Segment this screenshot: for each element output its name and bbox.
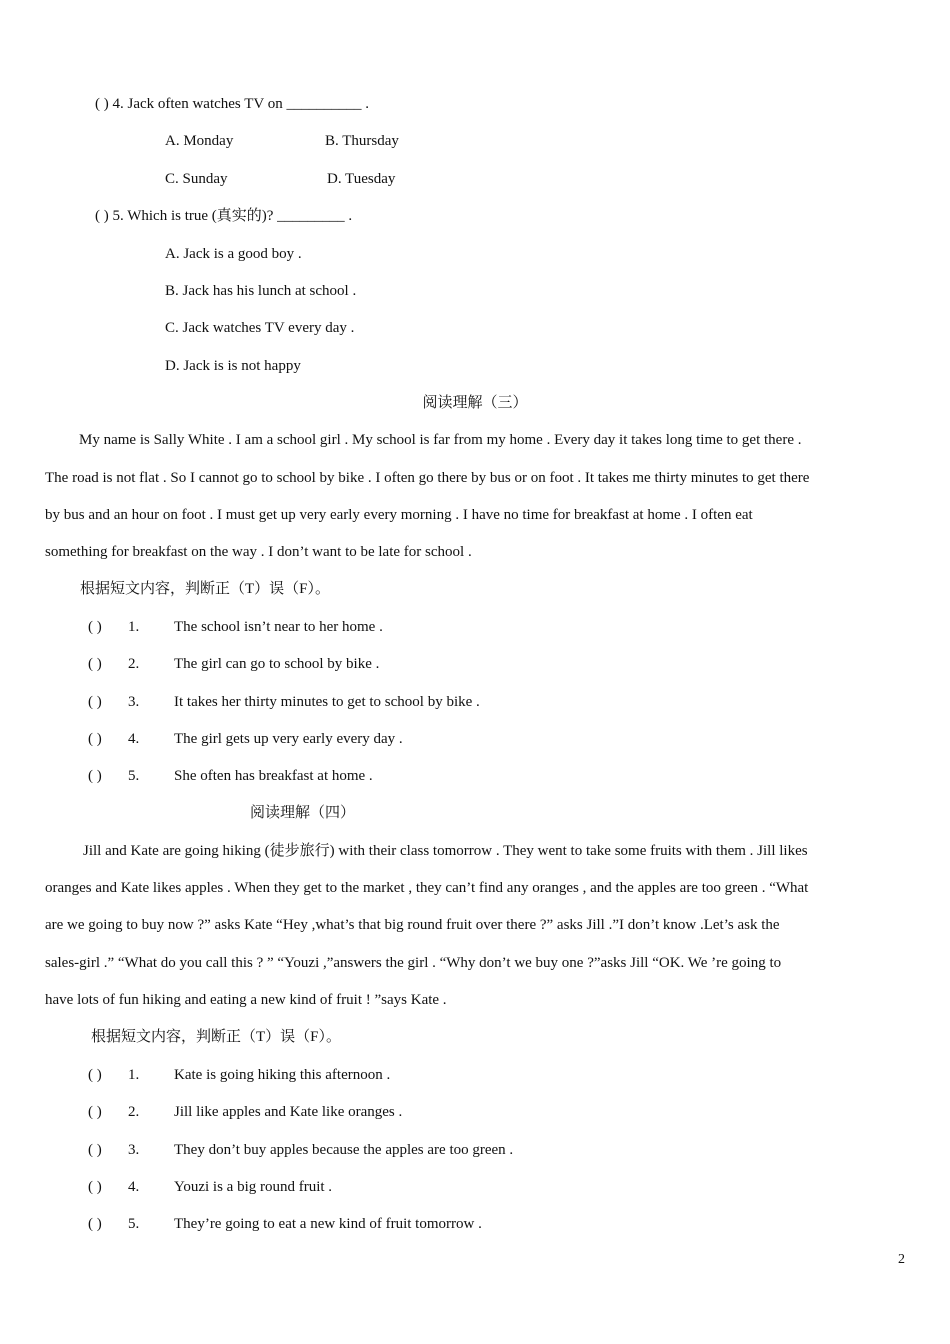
item-text: It takes her thirty minutes to get to school by bike . (174, 694, 480, 710)
question-4-option-a: A. Monday (165, 133, 234, 149)
item-text: The girl gets up very early every day . (174, 731, 403, 747)
answer-blank[interactable]: ( ) (88, 1067, 102, 1083)
question-5-option-a: A. Jack is a good boy . (165, 246, 302, 262)
question-4-option-b: B. Thursday (325, 133, 399, 149)
item-number: 5. (128, 768, 140, 784)
section-4-item (88, 1214, 482, 1234)
section-4-item (88, 1177, 332, 1197)
item-text: She often has breakfast at home . (174, 768, 373, 784)
answer-blank[interactable]: ( ) (88, 1104, 102, 1120)
question-4-option-d: D. Tuesday (327, 171, 396, 187)
item-number: 1. (128, 619, 140, 635)
item-number: 1. (128, 1067, 140, 1083)
section-4-item (88, 1140, 513, 1160)
item-text: Youzi is a big round fruit . (174, 1179, 333, 1195)
item-number: 3. (128, 694, 140, 710)
item-number: 2. (128, 656, 140, 672)
item-number: 2. (128, 1104, 140, 1120)
answer-blank[interactable]: ( ) (88, 694, 102, 710)
section-3-item (88, 654, 379, 674)
section-3-item (88, 692, 480, 712)
section-4-paragraph-line: oranges and Kate likes apples . When they get to the market , they can’t find any oranges , and the apples are too green . “What (45, 880, 809, 896)
answer-blank[interactable]: ( ) (88, 1179, 102, 1195)
section-4-item (88, 1065, 390, 1085)
question-5-option-d: D. Jack is is not happy (165, 358, 301, 374)
answer-blank[interactable]: ( ) (88, 656, 102, 672)
section-4-paragraph-line: are we going to buy now ?” asks Kate “Hey ,what’s that big round fruit over there ?” asks Jill .”I don’t know .Let’s ask the (45, 917, 780, 933)
section-4-paragraph-line: have lots of fun hiking and eating a new kind of fruit ! ”says Kate . (45, 992, 447, 1008)
question-5-stem: ( ) 5. Which is true (真实的)? _________ . (95, 208, 353, 224)
answer-blank[interactable]: ( ) (88, 768, 102, 784)
item-text: Kate is going hiking this afternoon . (174, 1067, 391, 1083)
section-3-paragraph-line: The road is not flat . So I cannot go to school by bike . I often go there by bus or on foot . It takes me thirty minutes to get there (45, 470, 810, 486)
section-4-item (88, 1102, 402, 1122)
section-4-title: 阅读理解（四） (250, 805, 356, 821)
question-4-option-c: C. Sunday (165, 171, 228, 187)
section-3-item (88, 617, 383, 637)
section-4-paragraph-line: Jill and Kate are going hiking (徒步旅行) with their class tomorrow . They went to take some fruits with them . Jill likes (83, 843, 808, 859)
answer-blank[interactable]: ( ) (88, 731, 102, 747)
item-number: 3. (128, 1142, 140, 1158)
item-number: 4. (128, 731, 140, 747)
item-text: Jill like apples and Kate like oranges . (174, 1104, 403, 1120)
answer-blank[interactable]: ( ) (88, 619, 102, 635)
answer-blank[interactable]: ( ) (88, 1216, 102, 1232)
item-number: 5. (128, 1216, 140, 1232)
page-number: 2 (898, 1252, 905, 1267)
section-3-item (88, 729, 403, 749)
item-text: The girl can go to school by bike . (174, 656, 380, 672)
question-4-stem: ( ) 4. Jack often watches TV on __________ . (95, 96, 369, 112)
item-number: 4. (128, 1179, 140, 1195)
item-text: They’re going to eat a new kind of fruit tomorrow . (174, 1216, 482, 1232)
answer-blank[interactable]: ( ) (88, 1142, 102, 1158)
item-text: They don’t buy apples because the apples are too green . (174, 1142, 514, 1158)
section-3-item (88, 766, 373, 786)
section-4-instruction: 根据短文内容，判断正（T）误（F）。 (91, 1029, 342, 1045)
section-3-paragraph-line: My name is Sally White . I am a school girl . My school is far from my home . Every day it takes long time to get there . (79, 432, 802, 448)
item-text: The school isn’t near to her home . (174, 619, 383, 635)
question-5-option-c: C. Jack watches TV every day . (165, 320, 355, 336)
section-3-instruction: 根据短文内容，判断正（T）误（F）。 (80, 581, 331, 597)
section-3-paragraph-line: something for breakfast on the way . I don’t want to be late for school . (45, 544, 472, 560)
question-5-option-b: B. Jack has his lunch at school . (165, 283, 357, 299)
section-3-title: 阅读理解（三） (422, 395, 528, 411)
section-3-paragraph-line: by bus and an hour on foot . I must get up very early every morning . I have no time for breakfast at home . I often eat (45, 507, 753, 523)
section-4-paragraph-line: sales-girl .” “What do you call this ? ” “Youzi ,”answers the girl . “Why don’t we buy one ?”asks Jill “OK. We ’re going to (45, 955, 782, 971)
